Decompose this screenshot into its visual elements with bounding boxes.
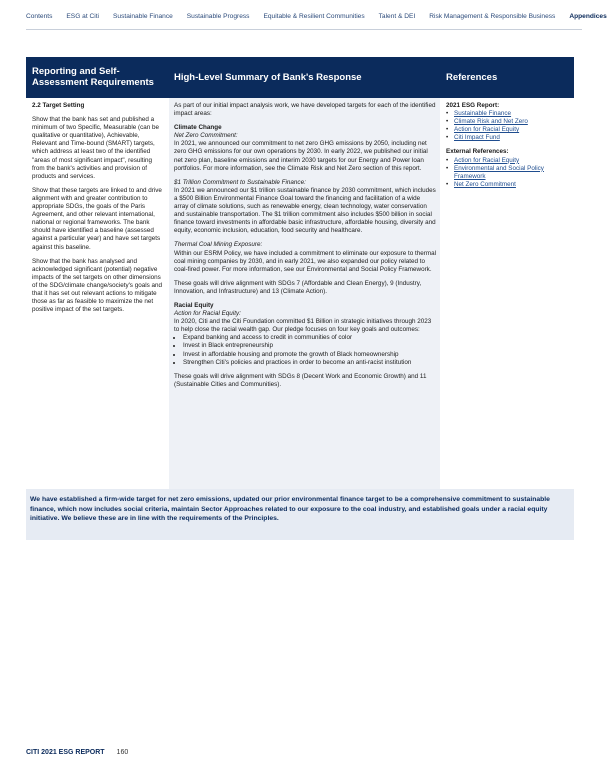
top-nav — [26, 13, 607, 20]
thermal-coal-subheading: Thermal Coal Mining Exposure: — [174, 241, 263, 249]
header-references: References — [446, 72, 498, 83]
sdg-climate-text: These goals will drive alignment with SDGs 7 (Affordable and Clean Energy), 9 (Industry, Innovation, and Infrastructure) and 13 (Climate Action). — [174, 279, 422, 295]
ext-link-policy-framework[interactable]: • Environmental and Social Policy Framework — [446, 165, 574, 181]
header-requirements: Reporting and Self-Assessment Requirements — [32, 66, 154, 88]
ref-link-sustainable-finance[interactable]: • Sustainable Finance — [446, 110, 574, 118]
nav-contents[interactable]: Contents — [26, 13, 53, 20]
nav-sustainable-finance[interactable]: Sustainable Finance — [113, 13, 173, 20]
sdg-racial-equity-text: These goals will drive alignment with SDGs 8 (Decent Work and Economic Growth) and 11 (Sustainable Cities and Communities). — [174, 372, 427, 388]
table-header — [26, 57, 574, 98]
list-item: • Invest in Black entrepreneurship — [183, 342, 436, 350]
racial-equity-goals — [174, 334, 436, 366]
references-column — [446, 102, 574, 195]
ref-link-impact-fund[interactable]: • Citi Impact Fund — [446, 134, 574, 142]
sustainable-finance-subheading: $1 Trillion Commitment to Sustainable Finance: — [174, 178, 306, 186]
external-refs-title: External References: — [446, 148, 509, 156]
report-name: CITI 2021 ESG REPORT — [26, 749, 105, 756]
net-zero-subheading: Net Zero Commitment: — [174, 132, 238, 140]
nav-risk-management[interactable]: Risk Management & Responsible Business — [429, 13, 556, 20]
requirement-p2: Show that these targets are linked to and drive alignment with and greater contribution to appropriate SDGs, the goals of the Paris Agreement, and other relevant international, national or regional frameworks. The bank should have identified a baseline (assessed against a particular year) and have set targets against this baseline. — [32, 186, 162, 251]
summary-box: We have established a firm-wide target for net zero emissions, updated our prior environmental finance target to be a comprehensive commitment to sustainable finance, which now includes social criteria, maintain Sector Approaches related to our exposure to the coal industry, and established goals under a racial equity initiative. We believe these are in line with the requirements of the Principles. — [26, 489, 574, 540]
requirements-column — [32, 102, 165, 320]
nav-sustainable-progress[interactable]: Sustainable Progress — [186, 13, 250, 20]
sustainable-finance-text: In 2021 we announced our $1 trillion sustainable finance by 2030 commitment, which includes a $500 Billion Environmental Finance Goal toward the financing and facilitation of a wide array of climate solutions, such as renewable energy, clean technology, water conservation and sustainable transportation. The $1 trillion commitment also includes $500 billion in social finance toward investments in affordable basic infrastructure, affordable housing, diversity and equity, economic inclusion, education, food security and healthcare. — [174, 186, 436, 235]
list-item: • Invest in affordable housing and promote the growth of Black homeownership — [183, 351, 436, 359]
header-response: High-Level Summary of Bank's Response — [174, 72, 362, 83]
requirement-p3: Show that the bank has analysed and acknowledged significant (potential) negative impacts of the set targets on other dimensions of the SDG/climate change/society's goals and that it has set out relevant actions to mitigate those as far as feasible to maximize the net positive impact of the set targets. — [32, 257, 163, 314]
racial-equity-text: In 2020, Citi and the Citi Foundation committed $1 Billion in strategic initiatives through 2023 to help close the racial wealth gap. Our pledge focuses on four key goals and outcomes: — [174, 318, 432, 334]
ref-link-climate-risk[interactable]: • Climate Risk and Net Zero — [446, 118, 574, 126]
nav-esg-at-citi[interactable]: ESG at Citi — [66, 13, 100, 20]
ext-link-action-racial-equity[interactable]: • Action for Racial Equity — [446, 157, 574, 165]
thermal-coal-text: Within our ESRM Policy, we have included a commitment to eliminate our exposure to thermal coal mining companies by 2030, and in early 2021, we also expanded our policy related to coal-fired power. For more information, see our Environmental and Social Policy Framework. — [174, 249, 437, 273]
nav-appendices[interactable]: Appendices — [569, 13, 607, 20]
nav-talent-dei[interactable]: Talent & DEI — [378, 13, 416, 20]
response-intro: As part of our initial impact analysis work, we have developed targets for each of the identified impact areas: — [174, 102, 436, 118]
requirement-p1: Show that the bank has set and published a minimum of two Specific, Measurable (can be qualitative or quantitative), Achievable, Relevant and Time-bound (SMART) targets, which address at least two of the identified "areas of most significant impact", resulting from the bank's activities and provision of products and services. — [32, 116, 160, 180]
table-body — [26, 98, 574, 489]
racial-equity-heading: Racial Equity — [174, 301, 214, 309]
racial-equity-subheading: Action for Racial Equity: — [174, 310, 241, 318]
ext-link-net-zero[interactable]: • Net Zero Commitment — [446, 181, 574, 189]
external-refs — [446, 157, 574, 189]
ref-link-action-racial-equity[interactable]: • Action for Racial Equity — [446, 126, 574, 134]
list-item: • Expand banking and access to credit in communities of color — [183, 334, 436, 342]
page-number: 160 — [116, 749, 129, 756]
esg-report-refs-title: 2021 ESG Report: — [446, 102, 500, 109]
list-item: • Strengthen Citi's policies and practices in order to become an anti-racist institution — [183, 359, 436, 367]
net-zero-text: In 2021, we announced our commitment to net zero GHG emissions by 2050, including net zero GHG emissions for our own operations by 2030. In early 2022, we published our initial net zero plan, baseline emissions and interim 2030 targets for our Energy and Power loan portfolios. For more information, see the Climate Risk and Net Zero section of this report. — [174, 140, 428, 172]
esg-report-refs — [446, 110, 574, 142]
nav-communities[interactable]: Equitable & Resilient Communities — [263, 13, 365, 20]
page-footer — [26, 749, 128, 756]
requirement-title: 2.2 Target Setting — [32, 102, 85, 109]
nav-divider — [26, 29, 582, 30]
response-column — [174, 102, 436, 395]
climate-heading: Climate Change — [174, 124, 222, 132]
